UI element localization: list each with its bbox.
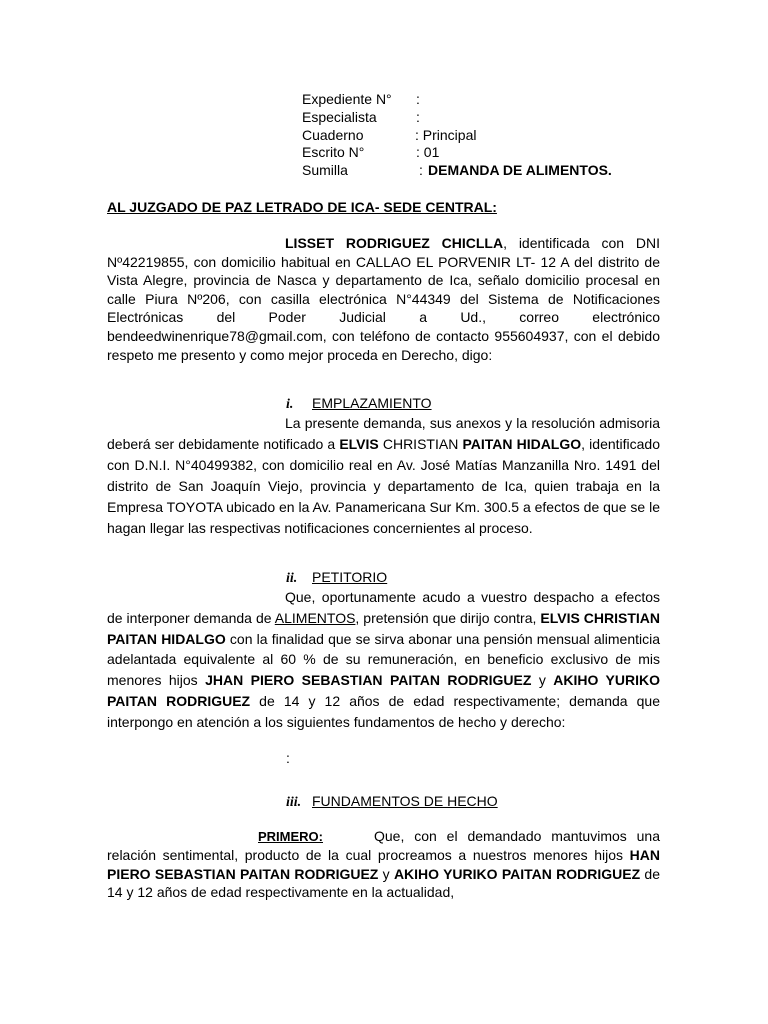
section-number: iii. bbox=[286, 795, 302, 810]
paragraph-text: , identificado con D.N.I. N°40499382, con domicilio real en Av. José Matías Manzanilla Nro. 1491 del distrito de San Joaquín Viejo, provincia y departamento de Ica, quien trabaja en la Empresa TOYOTA ubicado en la Av. Panamericana Sur Km. 300.5 a efectos de que se le hagan llegar las respectivas notificaciones concernientes al proceso. bbox=[107, 435, 660, 536]
paragraph-text: de 14 y 12 años de edad respectivamente; demanda que interpongo en atención a los siguientes fundamentos de hecho y derecho: bbox=[107, 692, 660, 730]
paragraph-text: de 14 y 12 años de edad respectivamente en la actualidad, bbox=[107, 865, 660, 900]
section-petitorio-heading bbox=[286, 569, 387, 587]
section-fundamentos-heading bbox=[286, 793, 498, 811]
intro-text: , identificada con DNI Nº42219855, con domicilio habitual en CALLAO EL PORVENIR LT- 12 A del distrito de Vista Alegre, provincia de Nasca y departamento de Ica, señalo domicilio procesal en calle Piura Nº206, con casilla electrónica N°44349 del Sistema de Notificaciones Electrónicas del Poder Judicial a Ud., correo electrónico bendeedwinenrique78@gmail.com, con teléfono de contacto 955604937, con el debido respeto me presento y como mejor proceda en Derecho, digo: bbox=[107, 235, 660, 363]
escrito-label: Escrito N° bbox=[302, 144, 365, 161]
especialista-value: : bbox=[416, 108, 420, 125]
paragraph-text: Que, con el demandado mantuvimos una relación sentimental, producto de la cual procreamos a nuestros menores hijos bbox=[107, 828, 660, 864]
section-title: FUNDAMENTOS DE HECHO bbox=[312, 793, 498, 809]
primero-label: PRIMERO: bbox=[258, 829, 323, 844]
child-name: AKIHO YURIKO PAITAN RODRIGUEZ bbox=[393, 865, 641, 882]
primero-paragraph bbox=[107, 827, 660, 901]
emplazamiento-paragraph bbox=[107, 413, 660, 538]
defendant-surname: PAITAN HIDALGO bbox=[462, 435, 582, 452]
section-title: EMPLAZAMIENTO bbox=[312, 395, 432, 411]
paragraph-text: CHRISTIAN bbox=[378, 435, 463, 452]
paragraph-text: Que, oportunamente acudo a vuestro despacho a efectos de interponer demanda de bbox=[107, 589, 660, 626]
section-emplazamiento-heading bbox=[286, 395, 432, 413]
cuaderno-label: Cuaderno bbox=[302, 126, 364, 143]
section-number: i. bbox=[286, 397, 294, 412]
child-name: JHAN PIERO SEBASTIAN PAITAN RODRIGUEZ bbox=[205, 672, 532, 689]
section-title: PETITORIO bbox=[312, 569, 388, 585]
paragraph-text: La presente demanda, sus anexos y la resolución admisoria deberá ser debidamente notificado a bbox=[107, 415, 660, 452]
child-name: AKIHO YURIKO PAITAN RODRIGUEZ bbox=[107, 672, 661, 709]
especialista-label: Especialista bbox=[302, 108, 377, 125]
cuaderno-value: : Principal bbox=[415, 126, 477, 143]
sumilla-value: DEMANDA DE ALIMENTOS. bbox=[428, 162, 612, 179]
escrito-value: : 01 bbox=[416, 144, 440, 161]
paragraph-text: , pretensión que dirijo contra, bbox=[355, 609, 541, 626]
sumilla-label: Sumilla bbox=[302, 162, 348, 179]
court-heading: AL JUZGADO DE PAZ LETRADO DE ICA- SEDE CENTRAL: bbox=[107, 199, 497, 215]
expediente-label: Expediente N° bbox=[302, 91, 392, 107]
stray-colon: : bbox=[286, 750, 290, 766]
petitorio-paragraph bbox=[107, 587, 660, 733]
paragraph-text: con la finalidad que se sirva abonar una pensión mensual alimenticia adelantada equivalente al 60 % de su remuneración, en beneficio exclusivo de mis menores hijos bbox=[107, 630, 661, 689]
plaintiff-name: LISSET RODRIGUEZ CHICLLA bbox=[285, 235, 504, 251]
claim-type: ALIMENTOS bbox=[274, 609, 356, 626]
defendant-name: ELVIS CHRISTIAN PAITAN HIDALGO bbox=[107, 609, 661, 647]
paragraph-text: y bbox=[378, 865, 394, 882]
intro-paragraph bbox=[107, 234, 660, 364]
expediente-value: : bbox=[416, 91, 420, 107]
section-number: ii. bbox=[286, 571, 298, 586]
defendant-first-name: ELVIS bbox=[339, 435, 379, 452]
child-name: HAN PIERO SEBASTIAN PAITAN RODRIGUEZ bbox=[107, 847, 660, 882]
paragraph-text: y bbox=[531, 672, 554, 689]
sumilla-colon: : bbox=[419, 162, 423, 179]
